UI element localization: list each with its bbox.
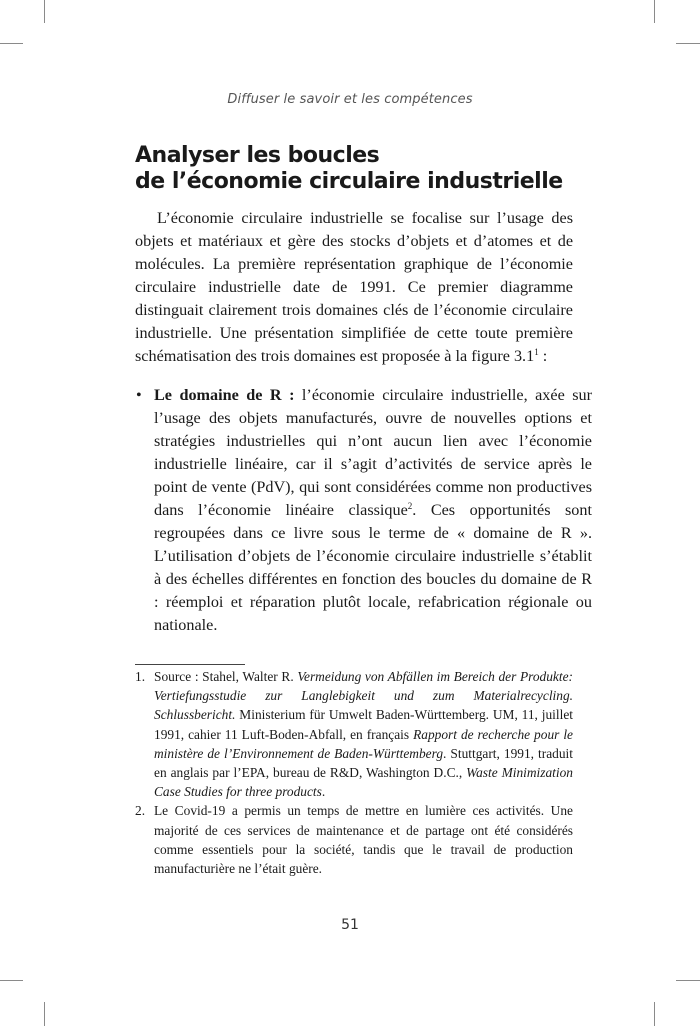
- footnote-text: Source : Stahel, Walter R.: [154, 669, 298, 684]
- bullet-text-a: l’économie circulaire industrielle, axée sur l’usage des objets manufacturés, ouvre de nouvelles options et stratégies industrielles qui n’ont aucun lien avec l’économie industrielle linéaire, car il s’agit d’activités de service après le point de vente (PdV), qui sont considérées comme non productives dans l’économie linéaire classique: [154, 386, 593, 519]
- footnote-number: 2.: [135, 803, 146, 819]
- crop-mark-bottom-left-horizontal: [0, 980, 23, 981]
- footnote-text: Le Covid-19 a permis un temps de mettre en lumière ces activités. Une majorité de ces services de maintenance et de partage ont été considérés comme essentiels pour la société, tandis que le travail de production manufacturière ne l’était guère.: [154, 803, 573, 877]
- footnotes: [135, 667, 573, 878]
- intro-paragraph-text: L’économie circulaire industrielle se focalise sur l’usage des objets et matériaux et gère des stocks d’objets et d’atomes et de molécules. La première représentation graphique de l’économie circulaire industrielle date de 1991. Ce premier diagramme distinguait clairement trois domaines clés de l’économie circulaire industrielle. Une présentation simplifiée de cette toute première schématisation des trois domaines est proposée à la figure 3.1: [135, 209, 573, 365]
- footnote-title-english: Waste Minimization Case Studies for three products: [154, 765, 573, 800]
- section-title: [135, 143, 563, 195]
- section-title-line-1: Analyser les boucles: [135, 143, 380, 168]
- footnote-text: . Stuttgart, 1991, traduit en anglais par l’EPA, bureau de R&D, Washington D.C.,: [154, 745, 573, 781]
- crop-mark-top-right-vertical: [654, 0, 655, 23]
- section-title-line-2: de l’économie circulaire industrielle: [135, 169, 563, 194]
- intro-paragraph: [135, 207, 573, 368]
- footnote-text: .: [321, 784, 326, 800]
- footnote-ref-2[interactable]: 2: [407, 501, 413, 511]
- crop-mark-top-left-horizontal: [0, 43, 23, 44]
- page-number: 51: [341, 917, 359, 933]
- bullet-label: Le domaine de R :: [154, 386, 295, 404]
- footnote-title-german: Vermeidung von Abfällen im Bereich der Produkte: Vertiefungsstudie zur Langlebigkeit und zum Materialrecycling. Schlussbericht.: [154, 669, 573, 723]
- crop-mark-top-right-horizontal: [676, 43, 700, 44]
- footnote-title-french: Rapport de recherche pour le ministère de l’Environnement de Baden-Württemberg: [154, 726, 573, 761]
- footnote-ref-1[interactable]: 1: [534, 347, 539, 357]
- crop-mark-bottom-right-vertical: [654, 1002, 655, 1026]
- bullet-text-b: . Ces opportunités sont regroupées dans ce livre sous le terme de « domaine de R ». L’utilisation d’objets de l’économie circulaire industrielle s’établit à des échelles différentes en fonction des boucles du domaine de R : réemploi et réparation plutôt locale, refabrication régionale ou nationale.: [154, 501, 592, 634]
- footnote-2: [135, 801, 573, 878]
- running-head: Diffuser le savoir et les compétences: [227, 92, 473, 107]
- intro-paragraph-tail: :: [538, 347, 548, 365]
- crop-mark-bottom-left-vertical: [44, 1002, 45, 1026]
- footnote-separator: [135, 664, 245, 665]
- crop-mark-top-left-vertical: [44, 0, 45, 23]
- crop-mark-bottom-right-horizontal: [676, 980, 700, 981]
- footnote-text: Ministerium für Umwelt Baden-Württemberg. UM, 11, juillet 1991, cahier 11 Luft-Boden-Abfall, en français: [154, 707, 573, 742]
- bullet-marker: •: [136, 386, 142, 404]
- bullet-item-domaine-r: [135, 384, 592, 637]
- footnote-1: [135, 667, 573, 801]
- footnote-number: 1.: [135, 669, 146, 684]
